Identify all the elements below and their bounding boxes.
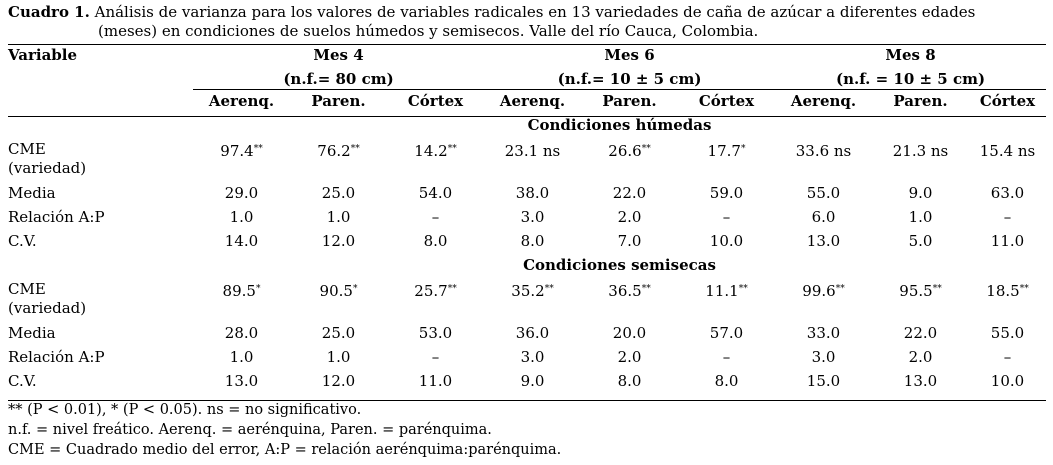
table-cell: 36.0 [515, 324, 550, 342]
row-label-line-1: CME [8, 140, 46, 158]
table-row [8, 372, 1046, 396]
cell-value: 15.4 ns [979, 142, 1036, 160]
table-cell [581, 140, 678, 184]
table-cell: 1.0 [229, 348, 254, 366]
table-cell: 33.0 [806, 324, 841, 342]
table-cell: 25.0 [321, 184, 356, 202]
table-cell [290, 140, 387, 184]
table-cell: 3.0 [520, 208, 545, 226]
table-cell [193, 140, 290, 184]
cell-value: 97.4 [220, 142, 254, 160]
subheader-cell: Córtex [407, 92, 464, 110]
table-cell [969, 280, 1046, 324]
subheader-cell: Córtex [698, 92, 755, 110]
table-cell [872, 280, 969, 324]
group-rule [193, 89, 1046, 90]
table-cell [387, 280, 484, 324]
subheader-row [8, 92, 1046, 116]
table-cell: 38.0 [515, 184, 550, 202]
table-header [8, 46, 1046, 94]
table-cell: 10.0 [709, 232, 744, 250]
table-cell: 11.0 [990, 232, 1025, 250]
table-cell: 2.0 [617, 208, 642, 226]
significance-mark: ** [1019, 284, 1029, 294]
section-title-row [8, 256, 1046, 280]
table-cell: 5.0 [908, 232, 933, 250]
table-notes [8, 400, 561, 460]
table-caption [8, 3, 1046, 41]
row-label: Relación A:P [8, 208, 105, 226]
top-rule [8, 44, 1046, 45]
cell-value: 76.2 [317, 142, 351, 160]
table-cell: 28.0 [224, 324, 259, 342]
row-label: Media [8, 184, 56, 202]
group-note-mes6: (n.f.= 10 ± 5 cm) [557, 70, 702, 88]
significance-mark: * [352, 284, 358, 294]
significance-mark: ** [738, 284, 748, 294]
table-cell: 54.0 [418, 184, 453, 202]
cell-value: 11.1 [705, 282, 739, 300]
subheader-cell: Paren. [311, 92, 366, 110]
cell-value: 23.1 ns [504, 142, 561, 160]
subheader-cell: Córtex [979, 92, 1036, 110]
table-cell: – [431, 348, 440, 366]
table-figure [8, 3, 1046, 458]
table-row [8, 324, 1046, 348]
table-cell [484, 140, 581, 184]
table-cell: – [1003, 348, 1012, 366]
subheader-cell: Paren. [602, 92, 657, 110]
group-header-mes8: Mes 8 [885, 46, 936, 64]
significance-mark: ** [544, 284, 554, 294]
table-cell: 9.0 [520, 372, 545, 390]
table-cell: 55.0 [806, 184, 841, 202]
note-cme: CME = Cuadrado medio del error, A:P = relación aerénquima:parénquima. [8, 442, 562, 458]
table-cell: 3.0 [520, 348, 545, 366]
table-cell: 3.0 [811, 348, 836, 366]
subheader-cell: Paren. [893, 92, 948, 110]
table-cell [775, 280, 872, 324]
subheader-cell: Aerenq. [208, 92, 275, 110]
table-cell: 8.0 [423, 232, 448, 250]
table-cell: 1.0 [326, 208, 351, 226]
row-label: Relación A:P [8, 348, 105, 366]
table-cell: 11.0 [418, 372, 453, 390]
group-header-mes6: Mes 6 [604, 46, 655, 64]
table-cell: 57.0 [709, 324, 744, 342]
table-cell: – [1003, 208, 1012, 226]
section-title-row [8, 116, 1046, 140]
table-row [8, 348, 1046, 372]
cell-value: 33.6 ns [795, 142, 852, 160]
table-cell: 12.0 [321, 232, 356, 250]
subheader-rule [8, 116, 1046, 117]
significance-mark: ** [350, 144, 360, 154]
row-label-line-2: (variedad) [8, 159, 87, 177]
table-cell [678, 140, 775, 184]
cell-value: 25.7 [414, 282, 448, 300]
significance-mark: * [740, 144, 746, 154]
row-label: C.V. [8, 232, 37, 250]
cell-value: 18.5 [986, 282, 1020, 300]
row-label: Media [8, 324, 56, 342]
table-row [8, 232, 1046, 256]
table-cell: 8.0 [714, 372, 739, 390]
table-cell [290, 280, 387, 324]
row-label [8, 280, 193, 324]
table-cell: 1.0 [908, 208, 933, 226]
table-cell: 2.0 [617, 348, 642, 366]
table-cell: 15.0 [806, 372, 841, 390]
table-cell: 1.0 [326, 348, 351, 366]
significance-mark: ** [447, 284, 457, 294]
table-cell: 8.0 [520, 232, 545, 250]
subheader-cell: Aerenq. [499, 92, 566, 110]
section-spacer [8, 256, 193, 280]
table-cell: 8.0 [617, 372, 642, 390]
significance-mark: * [255, 284, 261, 294]
table-row [8, 184, 1046, 208]
table-cell [969, 140, 1046, 184]
significance-mark: ** [641, 284, 651, 294]
table-row [8, 140, 1046, 184]
cell-value: 35.2 [511, 282, 545, 300]
significance-mark: ** [253, 144, 263, 154]
variable-header: Variable [8, 46, 78, 64]
group-note-mes4: (n.f.= 80 cm) [283, 70, 394, 88]
table-cell [872, 140, 969, 184]
table-cell: 13.0 [806, 232, 841, 250]
cell-value: 14.2 [414, 142, 448, 160]
note-abbreviations: n.f. = nivel freático. Aerenq. = aerénquina, Paren. = parénquima. [8, 422, 492, 438]
table-cell: 53.0 [418, 324, 453, 342]
table-cell: 2.0 [908, 348, 933, 366]
table-cell: 1.0 [229, 208, 254, 226]
table-row [8, 208, 1046, 232]
table-row [8, 280, 1046, 324]
row-label-line-1: CME [8, 280, 46, 298]
section-title: Condiciones semisecas [523, 256, 716, 274]
table-cell [193, 280, 290, 324]
caption-line-1: Análisis de varianza para los valores de variables radicales en 13 variedades de caña de azúcar a diferentes edades [94, 3, 976, 21]
table-cell: 12.0 [321, 372, 356, 390]
cell-value: 89.5 [222, 282, 256, 300]
table-cell: 25.0 [321, 324, 356, 342]
row-label [8, 140, 193, 184]
table-cell: 22.0 [903, 324, 938, 342]
cell-value: 17.7 [707, 142, 741, 160]
table-cell: 55.0 [990, 324, 1025, 342]
cell-value: 95.5 [899, 282, 933, 300]
table-cell: 13.0 [903, 372, 938, 390]
table-cell: – [722, 208, 731, 226]
table-cell: 59.0 [709, 184, 744, 202]
table-cell [581, 280, 678, 324]
section-title: Condiciones húmedas [527, 116, 712, 134]
cell-value: 99.6 [802, 282, 836, 300]
caption-label: Cuadro 1. [8, 3, 90, 21]
table-cell: 7.0 [617, 232, 642, 250]
table-cell: – [722, 348, 731, 366]
table-cell: – [431, 208, 440, 226]
significance-mark: ** [835, 284, 845, 294]
table-cell: 63.0 [990, 184, 1025, 202]
cell-value: 21.3 ns [892, 142, 949, 160]
group-note-mes8: (n.f. = 10 ± 5 cm) [836, 70, 986, 88]
caption-line-2: (meses) en condiciones de suelos húmedos y semisecos. Valle del río Cauca, Colombia. [98, 22, 759, 40]
table-cell: 13.0 [224, 372, 259, 390]
note-significance: ** (P < 0.01), * (P < 0.05). ns = no significativo. [8, 402, 362, 418]
row-label-line-2: (variedad) [8, 299, 87, 317]
cell-value: 90.5 [319, 282, 353, 300]
table-cell: 14.0 [224, 232, 259, 250]
table-cell: 10.0 [990, 372, 1025, 390]
table-cell [484, 280, 581, 324]
table-cell: 9.0 [908, 184, 933, 202]
group-header-mes4: Mes 4 [313, 46, 364, 64]
table-cell: 20.0 [612, 324, 647, 342]
cell-value: 26.6 [608, 142, 642, 160]
section-spacer [8, 116, 193, 140]
table-cell: 29.0 [224, 184, 259, 202]
row-label: C.V. [8, 372, 37, 390]
table-body [8, 92, 1046, 396]
table-cell [387, 140, 484, 184]
cell-value: 36.5 [608, 282, 642, 300]
subheader-cell: Aerenq. [790, 92, 857, 110]
subheader-spacer [8, 92, 193, 116]
data-table [8, 92, 1046, 396]
table-cell: 6.0 [811, 208, 836, 226]
significance-mark: ** [932, 284, 942, 294]
significance-mark: ** [447, 144, 457, 154]
table-cell: 22.0 [612, 184, 647, 202]
significance-mark: ** [641, 144, 651, 154]
table-cell [775, 140, 872, 184]
table-cell [678, 280, 775, 324]
